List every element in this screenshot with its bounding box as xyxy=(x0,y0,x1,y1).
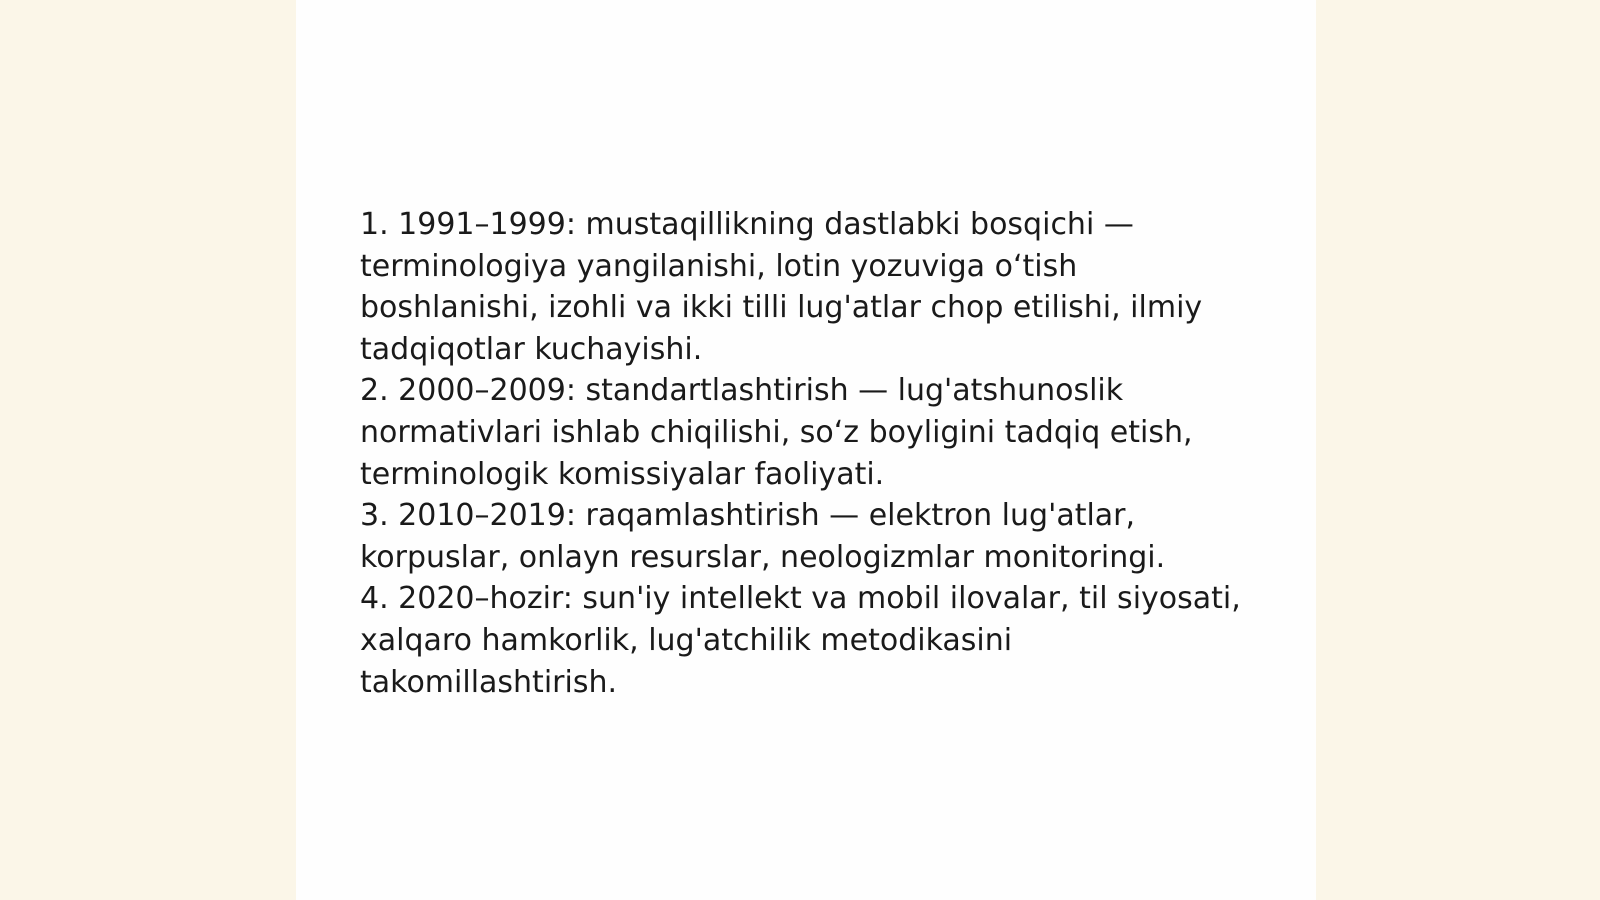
list-item-2000-2009: 2. 2000–2009: standartlashtirish — lug'atshunoslik normativlari ishlab chiqilishi, so‘z boyligini tadqiq etish, terminologik komissiyalar faoliyati. xyxy=(360,373,1193,492)
left-margin xyxy=(0,0,296,900)
slide xyxy=(296,0,1316,900)
right-margin xyxy=(1316,0,1600,900)
list-item-2010-2019: 3. 2010–2019: raqamlashtirish — elektron lug'atlar, korpuslar, onlayn resurslar, neologizmlar monitoringi. xyxy=(360,498,1166,575)
list-item-1991-1999: 1. 1991–1999: mustaqillikning dastlabki bosqichi — terminologiya yangilanishi, lotin yozuviga o‘tish boshlanishi, izohli va ikki tilli lug'atlar chop etilishi, ilmiy tadqiqotlar kuchayishi. xyxy=(360,207,1203,367)
slide-text-body xyxy=(360,204,1260,703)
list-item-2020-present: 4. 2020–hozir: sun'iy intellekt va mobil ilovalar, til siyosati, xalqaro hamkorlik, lug'atchilik metodikasini takomillashtirish. xyxy=(360,581,1241,700)
